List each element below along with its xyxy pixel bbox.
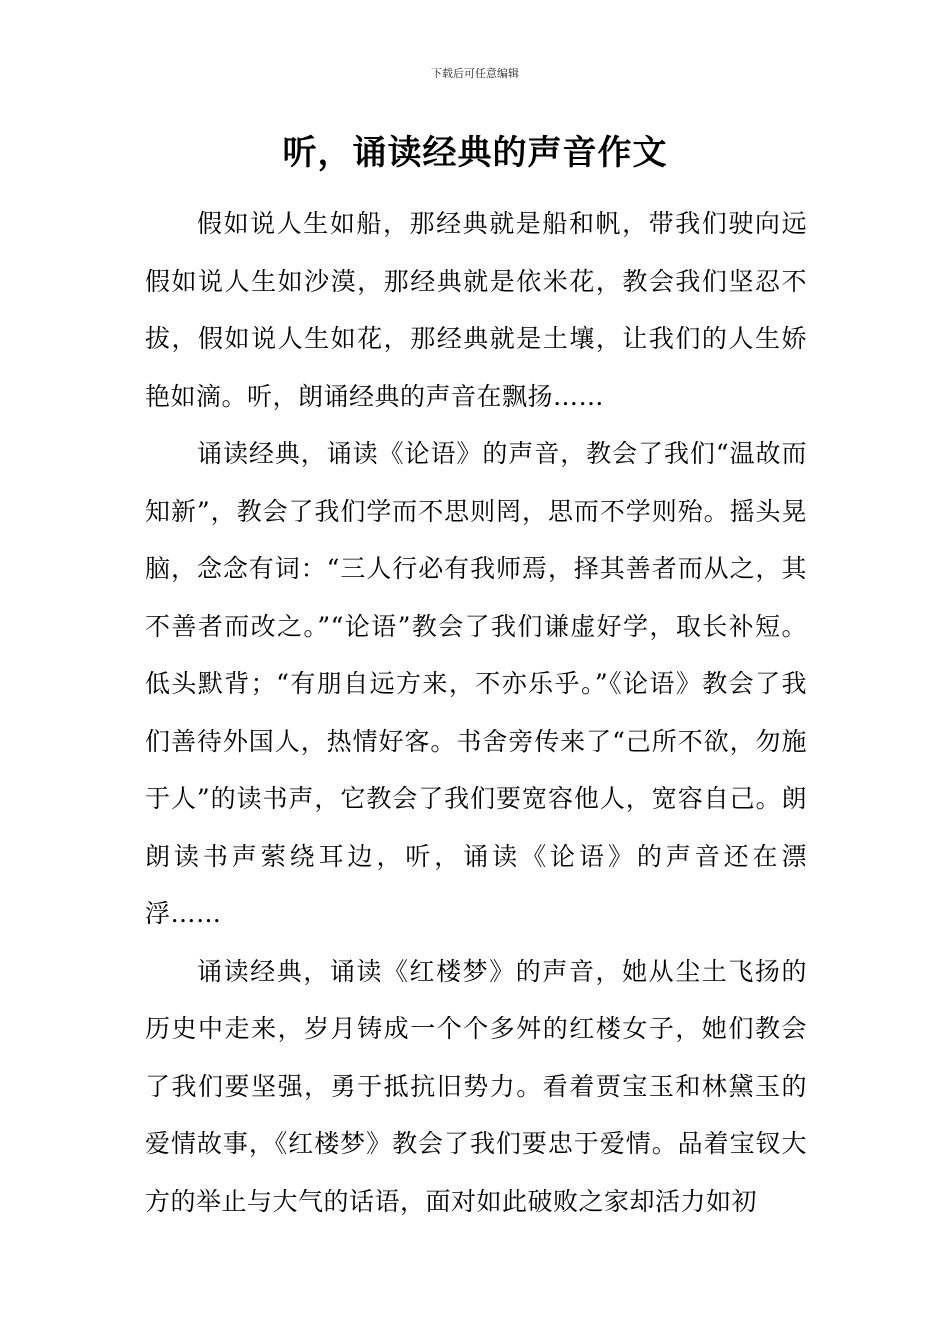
document-title: 听，诵读经典的声音作文 (282, 133, 668, 173)
paragraph-2: 诵读经典，诵读《论语》的声音，教会了我们“温故而知新”，教会了我们学而不思则罔，思而不学则殆。摇头晃脑，念念有词：“三人行必有我师焉，择其善者而从之，其不善者而改之。”“论语”教会了我们谦虚好学，取长补短。低头默背；“有朋自远方来，不亦乐乎。”《论语》教会了我们善待外国人，热情好客。书舍旁传来了“己所不欲，勿施于人”的读书声，它教会了我们要宽容他人，宽容自己。朗朗读书声萦绕耳边，听，诵读《论语》的声音还在漂浮…… (145, 439, 807, 928)
header-note: 下载后可任意编辑 (431, 67, 519, 80)
paragraph-3: 诵读经典，诵读《红楼梦》的声音，她从尘土飞扬的历史中走来，岁月铸成一个个多舛的红楼女子，她们教会了我们要坚强，勇于抵抗旧势力。看着贾宝玉和林黛玉的爱情故事，《红楼梦》教会了我们要忠于爱情。品着宝钗大方的举止与大气的话语，面对如此破败之家却活力如初 (145, 956, 807, 1216)
document-body (145, 195, 807, 1230)
paragraph-1: 假如说人生如船，那经典就是船和帆，带我们驶向远假如说人生如沙漠，那经典就是依米花，教会我们坚忍不拔，假如说人生如花，那经典就是土壤，让我们的人生娇艳如滴。听，朗诵经典的声音在飘扬…… (145, 209, 807, 411)
